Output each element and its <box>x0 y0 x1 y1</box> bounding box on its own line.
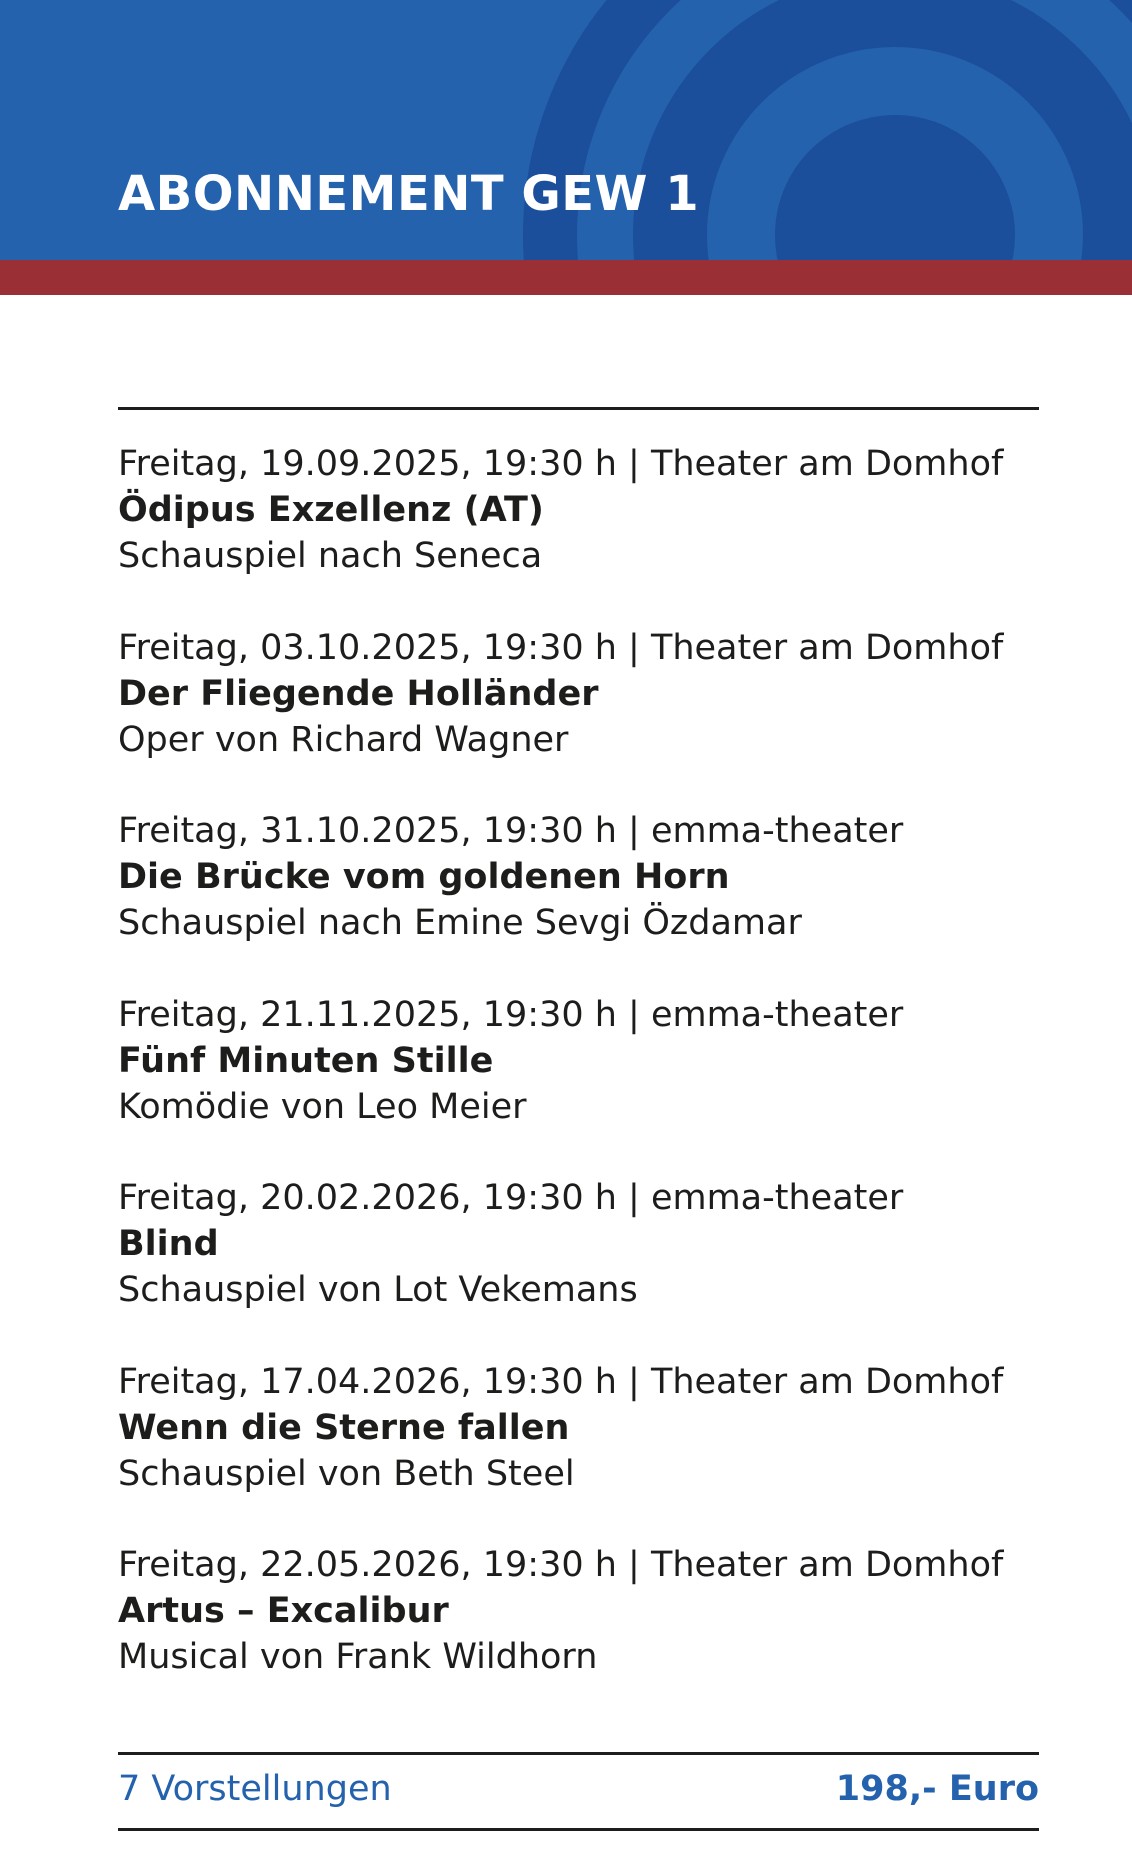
event-item <box>118 992 1039 1176</box>
event-subtitle: Oper von Richard Wagner <box>118 719 569 760</box>
event-date-venue: Freitag, 17.04.2026, 19:30 h | Theater am Domhof <box>118 1361 1004 1402</box>
divider-footer-bottom <box>118 1828 1039 1831</box>
subscription-price: 198,- Euro <box>835 1769 1039 1809</box>
event-date-venue: Freitag, 03.10.2025, 19:30 h | Theater am Domhof <box>118 627 1004 668</box>
event-item <box>118 625 1039 809</box>
arc-inner <box>835 175 955 260</box>
event-item <box>118 1175 1039 1359</box>
event-date-venue: Freitag, 21.11.2025, 19:30 h | emma-theater <box>118 994 904 1035</box>
subscription-summary <box>118 1764 1039 1822</box>
event-item <box>118 808 1039 992</box>
header-banner <box>0 0 1132 260</box>
accent-band <box>0 260 1132 295</box>
event-subtitle: Komödie von Leo Meier <box>118 1086 527 1127</box>
performance-count: 7 Vorstellungen <box>118 1769 392 1809</box>
event-list <box>118 441 1039 1726</box>
event-title: Wenn die Sterne fallen <box>118 1407 570 1448</box>
event-date-venue: Freitag, 20.02.2026, 19:30 h | emma-theater <box>118 1178 904 1218</box>
event-subtitle: Schauspiel von Lot Vekemans <box>118 1270 638 1310</box>
event-item <box>118 441 1039 625</box>
divider-top <box>118 407 1039 410</box>
event-item <box>118 1542 1039 1726</box>
event-title: Artus – Excalibur <box>118 1591 449 1631</box>
event-subtitle: Schauspiel von Beth Steel <box>118 1453 575 1494</box>
event-date-venue: Freitag, 31.10.2025, 19:30 h | emma-theater <box>118 811 904 851</box>
event-title: Ödipus Exzellenz (AT) <box>118 490 544 530</box>
event-title: Blind <box>118 1224 219 1264</box>
event-subtitle: Schauspiel nach Seneca <box>118 536 543 576</box>
event-subtitle: Schauspiel nach Emine Sevgi Özdamar <box>118 903 802 943</box>
event-title: Fünf Minuten Stille <box>118 1040 494 1081</box>
divider-footer-top <box>118 1752 1039 1755</box>
event-title: Der Fliegende Holländer <box>118 673 599 714</box>
event-date-venue: Freitag, 19.09.2025, 19:30 h | Theater am Domhof <box>118 444 1004 484</box>
page-title: ABONNEMENT GEW 1 <box>118 166 700 222</box>
event-subtitle: Musical von Frank Wildhorn <box>118 1637 598 1677</box>
event-title: Die Brücke vom goldenen Horn <box>118 857 730 897</box>
event-date-venue: Freitag, 22.05.2026, 19:30 h | Theater am Domhof <box>118 1545 1004 1585</box>
event-item <box>118 1359 1039 1543</box>
